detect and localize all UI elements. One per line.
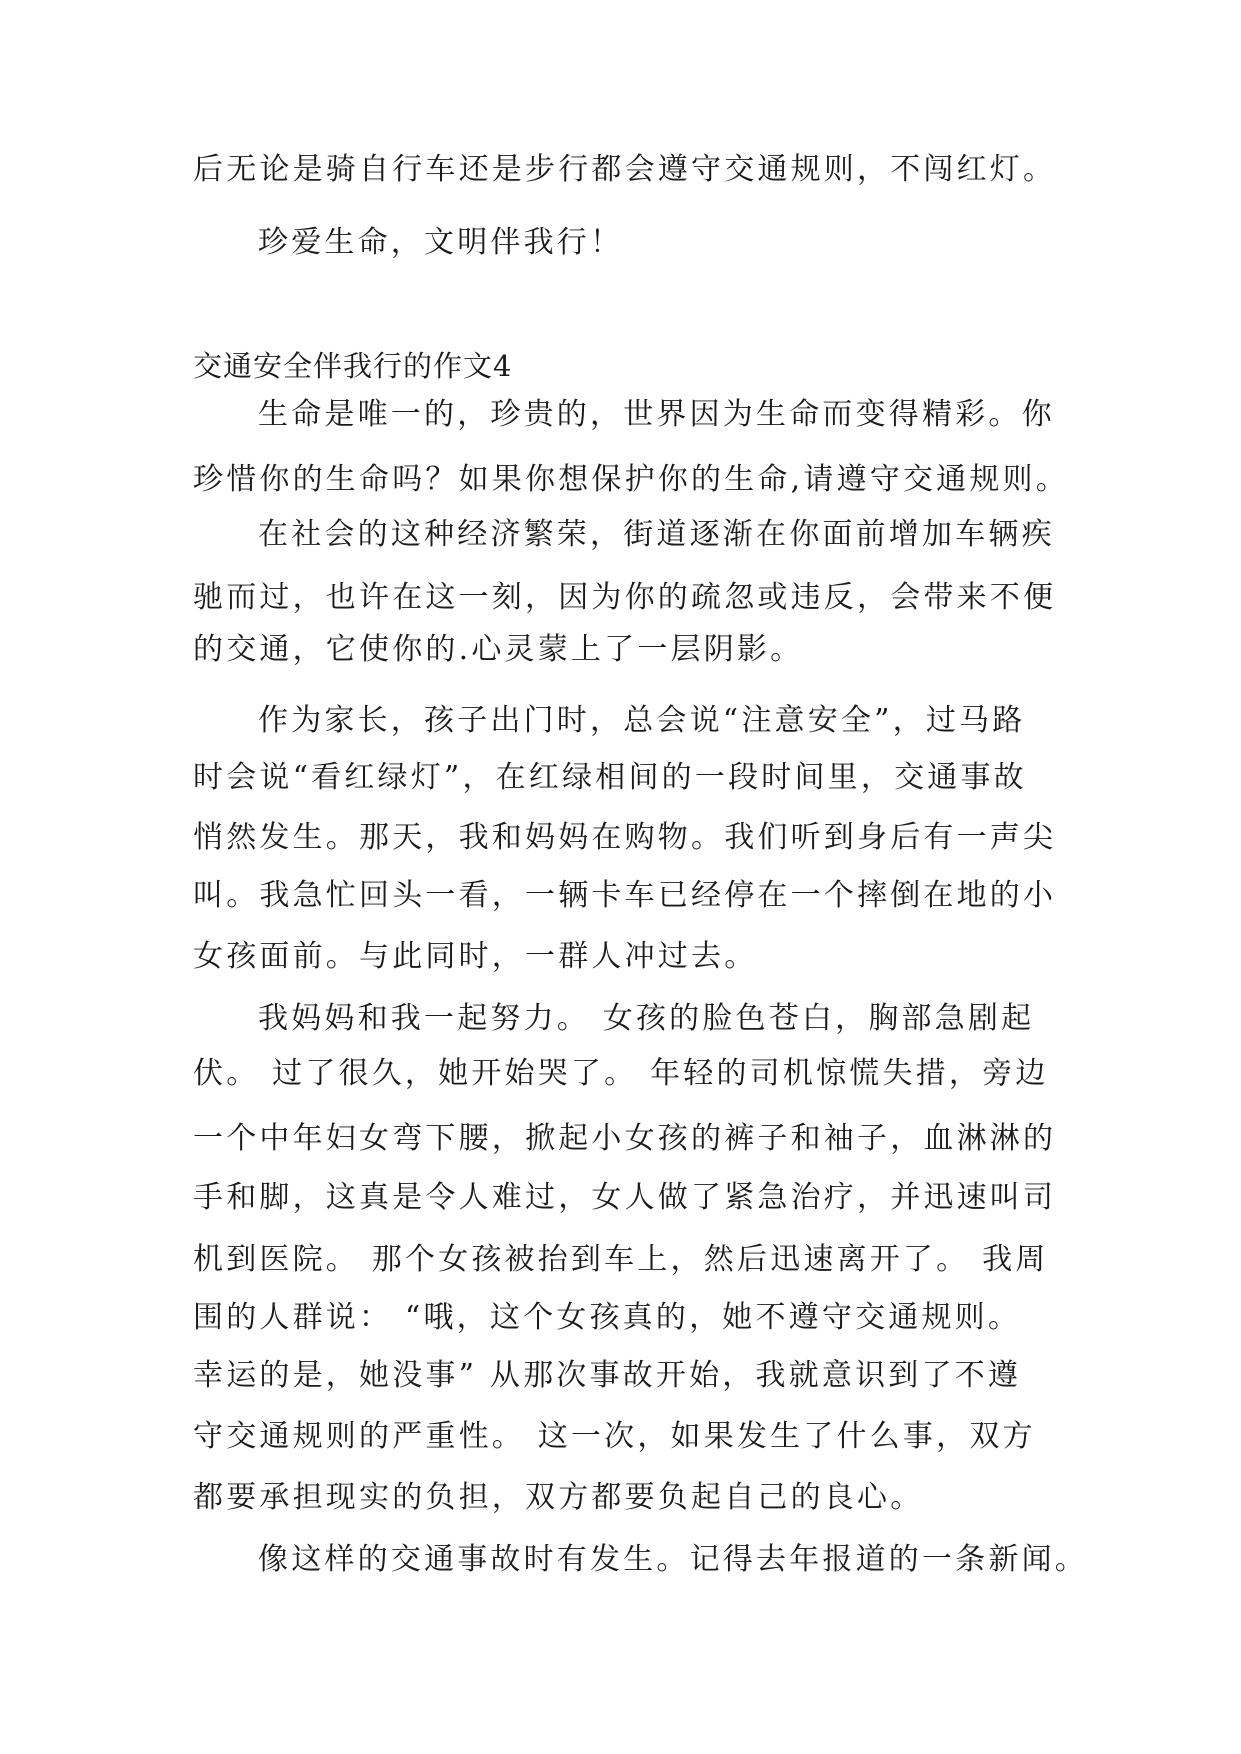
text-line: 伏。 过了很久，她开始哭了。 年轻的司机惊慌失措，旁边 bbox=[193, 1056, 1049, 1091]
text-line: 生命是唯一的，珍贵的，世界因为生命而变得精彩。你 bbox=[258, 397, 1055, 432]
text-line: 女孩面前。与此同时，一群人冲过去。 bbox=[193, 939, 758, 974]
text-line: 的交通，它使你的.心灵蒙上了一层阴影。 bbox=[193, 632, 804, 667]
text-line: 叫。我急忙回头一看，一辆卡车已经停在一个摔倒在地的小 bbox=[193, 878, 1057, 913]
text-line: 时会说“看红绿灯”，在红绿相间的一段时间里，交通事故 bbox=[193, 760, 1027, 795]
text-line: 手和脚，这真是令人难过，女人做了紧急治疗，并迅速叫司 bbox=[193, 1180, 1057, 1215]
text-line: 一个中年妇女弯下腰，掀起小女孩的裤子和袖子，血淋淋的 bbox=[193, 1121, 1057, 1156]
text-line: 珍爱生命，文明伴我行！ bbox=[258, 225, 624, 260]
text-line: 围的人群说： “哦，这个女孩真的，她不遵守交通规则。 bbox=[193, 1300, 1022, 1335]
text-line: 作为家长，孩子出门时，总会说“注意安全”，过马路 bbox=[258, 703, 1026, 738]
text-line: 悄然发生。那天，我和妈妈在购物。我们听到身后有一声尖 bbox=[193, 820, 1057, 855]
text-line: 守交通规则的严重性。 这一次，如果发生了什么事，双方 bbox=[193, 1419, 1036, 1454]
text-line: 机到医院。 那个女孩被抬到车上，然后迅速离开了。 我周 bbox=[193, 1242, 1049, 1277]
text-line: 驰而过，也许在这一刻，因为你的疏忽或违反，会带来不便 bbox=[193, 580, 1057, 615]
text-line: 我妈妈和我一起努力。 女孩的脸色苍白，胸部急剧起 bbox=[258, 1001, 1035, 1036]
text-line: 幸运的是，她没事” 从那次事故开始，我就意识到了不遵 bbox=[193, 1358, 1022, 1393]
text-line: 珍惜你的生命吗？如果你想保护你的生命,请遵守交通规则。 bbox=[193, 462, 1069, 497]
text-line: 都要承担现实的负担，双方都要负起自己的良心。 bbox=[193, 1480, 924, 1515]
text-line: 在社会的这种经济繁荣，街道逐渐在你面前增加车辆疾 bbox=[258, 517, 1055, 552]
text-line: 像这样的交通事故时有发生。记得去年报道的一条新闻。 bbox=[258, 1542, 1088, 1577]
text-line: 后无论是骑自行车还是步行都会遵守交通规则，不闯红灯。 bbox=[193, 152, 1057, 187]
section-heading: 交通安全伴我行的作文4 bbox=[193, 349, 513, 383]
